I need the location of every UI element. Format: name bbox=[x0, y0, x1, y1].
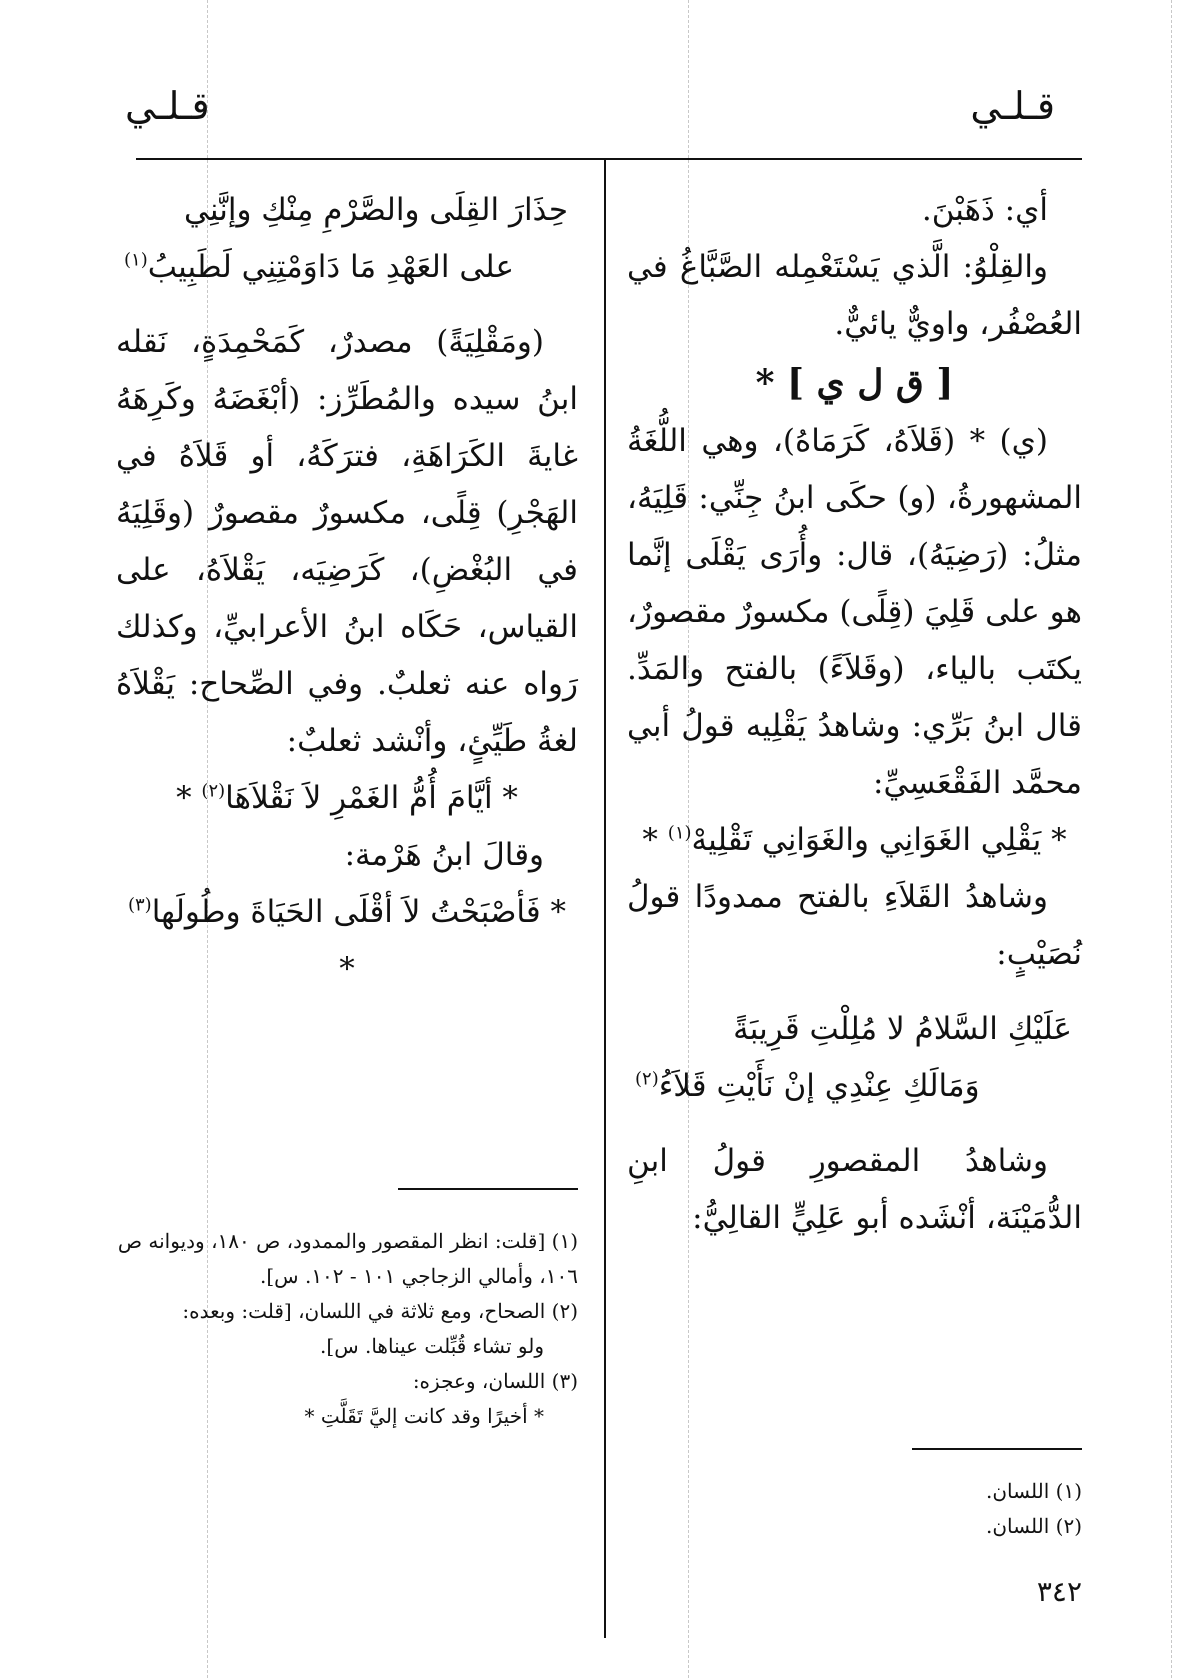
footnote-marker: (٢) bbox=[635, 1068, 659, 1090]
paragraph: والقِلْوُ: الَّذي يَسْتَعْمِله الصَّبَّاغُ في العُصْفُر، واويٌّ يائيٌّ. bbox=[627, 249, 1082, 342]
paragraph: (ومَقْلِيَةً) مصدرٌ، كَمَحْمِدَةٍ، نَقله ابنُ سيده والمُطَرِّز: (أبْغَضَهُ وكَرِهَهُ غايةَ الكَرَاهَةِ، فترَكَهُ، أو قَلاَهُ في الهَجْرِ) قِلًى، مكسورٌ مقصورٌ (وقَلِيَهُ في البُغْضِ)، كَرَضِيَه، يَقْلاَهُ، على القياس، حَكَاه ابنُ الأعرابيِّ، وكذلك رَواه عنه ثعلبٌ. وفي الصِّحاح: يَقْلاَهُ لغةُ طَيِّئٍ، وأنْشد ثعلبٌ: bbox=[116, 324, 578, 759]
header-word-left: قـلـي bbox=[125, 84, 210, 128]
verse-text: * أيَّامَ أُمُّ الغَمْرِ لاَ نَقْلاَهَا bbox=[225, 780, 518, 816]
verse-text: * يَقْلِي الغَوَانِي والغَوَانِي تَقْلِيهْ bbox=[691, 822, 1067, 858]
footnote-marker: (١) bbox=[124, 249, 148, 271]
left-column bbox=[116, 182, 578, 998]
footnote: (١) [قلت: انظر المقصور والممدود، ص ١٨٠، وديوانه ص ١٠٦، وأمالي الزجاجي ١٠١ - ١٠٢. س]. bbox=[117, 1229, 578, 1288]
verse-hemistich: حِذَارَ القِلَى والصَّرْمِ مِنْكِ وإنَّنِي bbox=[184, 192, 568, 228]
spacer bbox=[627, 1115, 1082, 1133]
footnote-rule-right bbox=[912, 1448, 1082, 1450]
verse-text: * فَأصْبَحْتُ لاَ أقْلَى الحَيَاةَ وطُولَها bbox=[151, 894, 567, 930]
scan-artifact-line bbox=[1171, 0, 1172, 1678]
header-rule bbox=[136, 158, 1082, 160]
footnote: (١) اللسان. bbox=[986, 1479, 1082, 1503]
verse-line bbox=[627, 812, 1082, 869]
verse-asterisk: * bbox=[642, 822, 668, 858]
verse-line bbox=[116, 770, 578, 827]
paragraph: وقالَ ابنُ هَرْمة: bbox=[344, 837, 544, 873]
verse-asterisk: * bbox=[339, 951, 355, 987]
footnotes-right bbox=[627, 1474, 1082, 1544]
footnote-verse: ولو تشاء قُبِّلت عيناها. س]. bbox=[320, 1334, 544, 1358]
verse-line bbox=[116, 884, 578, 998]
paragraph: أي: ذَهَبْنَ. bbox=[921, 192, 1048, 228]
footnote: (٢) الصحاح، ومع ثلاثة في اللسان، [قلت: وبعده: bbox=[182, 1299, 578, 1323]
footnote-rule-left bbox=[398, 1188, 578, 1190]
footnote-marker: (٢) bbox=[201, 780, 226, 802]
paragraph: وشاهدُ القَلاَءِ بالفتح ممدودًا قولُ نُصَيْبٍ: bbox=[627, 879, 1082, 972]
page-number: ٣٤٢ bbox=[1036, 1575, 1082, 1608]
verse-text: على العَهْدِ مَا دَاوَمْتِنِي لَطَبِيبُ bbox=[147, 249, 514, 285]
footnote: (٢) اللسان. bbox=[986, 1514, 1082, 1538]
spacer bbox=[627, 983, 1082, 1001]
verse-asterisk: * bbox=[176, 780, 202, 816]
column-divider bbox=[604, 158, 606, 1638]
footnote-marker: (١) bbox=[667, 822, 692, 844]
footnotes-left bbox=[116, 1224, 578, 1434]
entry-headword: [ ق ل ي ] * bbox=[755, 362, 954, 404]
verse-hemistich bbox=[116, 239, 578, 296]
footnote-verse: * أخيرًا وقد كانت إليَّ تَقَلَّتِ * bbox=[304, 1404, 544, 1428]
verse-hemistich: عَلَيْكِ السَّلامُ لا مُلِلْتِ قَرِيبَةً bbox=[733, 1011, 1072, 1047]
verse-text: وَمَالَكِ عِنْدِي إنْ نَأَيْتِ قَلاَءُ bbox=[658, 1068, 980, 1104]
spacer bbox=[116, 296, 578, 314]
footnote-marker: (٣) bbox=[127, 894, 152, 916]
right-column bbox=[627, 182, 1082, 1247]
verse-hemistich bbox=[627, 1058, 1082, 1115]
paragraph: (ي) * (قَلاَهُ، كَرَمَاهُ)، وهي اللُّغَةُ المشهورةُ، (و) حكَى ابنُ جِنِّي: قَلِيَهُ، مثلُ: (رَضِيَهُ)، قال: وأُرَى يَقْلَى إنَّما هو على قَلِيَ (قِلًى) مكسورٌ مقصورٌ، يكتَب بالياء، (وقَلاَءً) بالفتح والمَدِّ. قال ابنُ بَرِّي: وشاهدُ يَقْلِيه قولُ أبي محمَّد الفَقْعَسِيِّ: bbox=[627, 423, 1082, 801]
paragraph: وشاهدُ المقصورِ قولُ ابنِ الدُّمَيْنَة، أنْشَده أبو عَلِيٍّ القالِيُّ: bbox=[627, 1143, 1082, 1236]
footnote: (٣) اللسان، وعجزه: bbox=[412, 1369, 578, 1393]
header-word-right: قـلـي bbox=[970, 84, 1055, 128]
